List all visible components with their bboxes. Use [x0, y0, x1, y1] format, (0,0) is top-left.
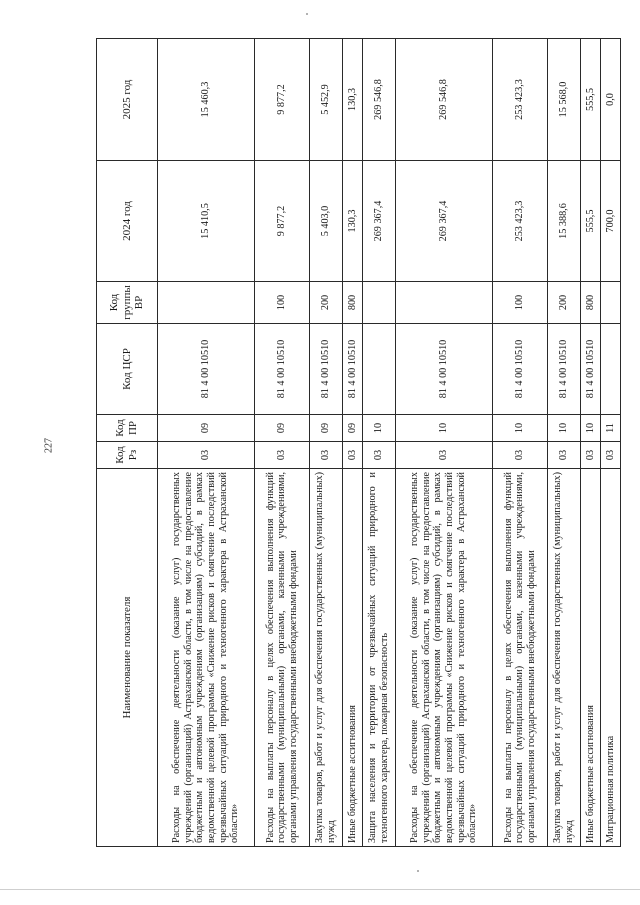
cell-2025: 269 546,8	[363, 39, 396, 161]
header-2024: 2024 год	[97, 161, 158, 282]
cell-2025: 253 423,3	[493, 39, 548, 161]
table-row	[310, 39, 343, 847]
cell-vr	[363, 282, 396, 324]
budget-table	[96, 38, 621, 847]
cell-vr: 200	[548, 282, 581, 324]
cell-vr	[396, 282, 493, 324]
cell-csr: 81 4 00 10510	[548, 324, 581, 415]
header-rz: Код Рз	[97, 442, 158, 469]
header-vr: Код группы ВР	[97, 282, 158, 324]
table-row	[548, 39, 581, 847]
header-csr: Код ЦСР	[97, 324, 158, 415]
scan-speck	[306, 13, 308, 15]
cell-rz: 03	[548, 442, 581, 469]
cell-name: Иные бюджетные ассигнования	[581, 469, 601, 847]
cell-name: Расходы на выплаты персоналу в целях обеспечения выполнения функций государственными (муниципальными) органами, казенными учреждениями, органами управления государственными внебюджетными фондами	[493, 469, 548, 847]
table-row	[343, 39, 363, 847]
cell-2025: 9 877,2	[255, 39, 310, 161]
cell-pr: 09	[255, 415, 310, 442]
cell-csr	[601, 324, 621, 415]
cell-2024: 269 367,4	[363, 161, 396, 282]
cell-2024: 130,3	[343, 161, 363, 282]
cell-vr: 800	[343, 282, 363, 324]
scan-edge-line	[0, 889, 640, 890]
cell-csr: 81 4 00 10510	[158, 324, 255, 415]
cell-2025: 0,0	[601, 39, 621, 161]
table-row	[601, 39, 621, 847]
cell-pr: 09	[310, 415, 343, 442]
cell-csr: 81 4 00 10510	[581, 324, 601, 415]
cell-pr: 09	[158, 415, 255, 442]
cell-2024: 253 423,3	[493, 161, 548, 282]
cell-csr: 81 4 00 10510	[255, 324, 310, 415]
table-row	[581, 39, 601, 847]
cell-pr: 10	[396, 415, 493, 442]
cell-rz: 03	[396, 442, 493, 469]
cell-rz: 03	[310, 442, 343, 469]
cell-name: Иные бюджетные ассигнования	[343, 469, 363, 847]
table-row	[363, 39, 396, 847]
cell-vr: 100	[493, 282, 548, 324]
table-row	[396, 39, 493, 847]
page-number: 227	[43, 438, 55, 453]
cell-name: Закупка товаров, работ и услуг для обеспечения государственных (муниципальных) нужд	[548, 469, 581, 847]
table-row	[158, 39, 255, 847]
cell-vr: 800	[581, 282, 601, 324]
cell-vr	[158, 282, 255, 324]
cell-2025: 130,3	[343, 39, 363, 161]
cell-2024: 555,5	[581, 161, 601, 282]
cell-2024: 15 410,5	[158, 161, 255, 282]
scan-speck	[417, 870, 419, 872]
cell-rz: 03	[363, 442, 396, 469]
cell-rz: 03	[158, 442, 255, 469]
cell-csr: 81 4 00 10510	[310, 324, 343, 415]
cell-name: Расходы на обеспечение деятельности (оказание услуг) государственных учреждений (организаций) Астраханской области, в том числе на предоставление бюджетным и автономным учреждениям (организациям) субсидий, в рамках ведомственной целевой программы «Снижение рисков и смягчение последствий чрезвычайных ситуаций природного и техногенного характера в Астраханской области»	[396, 469, 493, 847]
header-pr: Код ПР	[97, 415, 158, 442]
cell-rz: 03	[343, 442, 363, 469]
cell-vr: 100	[255, 282, 310, 324]
cell-2025: 15 568,0	[548, 39, 581, 161]
header-name: Наименование показателя	[97, 469, 158, 847]
cell-vr	[601, 282, 621, 324]
cell-rz: 03	[493, 442, 548, 469]
cell-2024: 700,0	[601, 161, 621, 282]
cell-2024: 15 388,6	[548, 161, 581, 282]
cell-name: Защита населения и территории от чрезвычайных ситуаций природного и техногенного характера, пожарная безопасность	[363, 469, 396, 847]
cell-pr: 09	[343, 415, 363, 442]
cell-2024: 9 877,2	[255, 161, 310, 282]
cell-2025: 5 452,9	[310, 39, 343, 161]
cell-pr: 10	[581, 415, 601, 442]
cell-name: Закупка товаров, работ и услуг для обеспечения государственных (муниципальных) нужд	[310, 469, 343, 847]
cell-2025: 15 460,3	[158, 39, 255, 161]
cell-2024: 269 367,4	[396, 161, 493, 282]
cell-csr: 81 4 00 10510	[396, 324, 493, 415]
cell-rz: 03	[601, 442, 621, 469]
cell-rz: 03	[255, 442, 310, 469]
cell-name: Расходы на обеспечение деятельности (оказание услуг) государственных учреждений (организаций) Астраханской области, в том числе на предоставление бюджетным и автономным учреждениям (организациям) субсидий, в рамках ведомственной целевой программы «Снижение рисков и смягчение последствий чрезвычайных ситуаций природного и техногенного характера в Астраханской области»	[158, 469, 255, 847]
table-row	[255, 39, 310, 847]
cell-pr: 10	[548, 415, 581, 442]
cell-2025: 269 546,8	[396, 39, 493, 161]
cell-rz: 03	[581, 442, 601, 469]
rotated-document	[96, 39, 616, 847]
cell-2025: 555,5	[581, 39, 601, 161]
cell-csr	[363, 324, 396, 415]
cell-pr: 10	[363, 415, 396, 442]
table-row	[493, 39, 548, 847]
cell-pr: 10	[493, 415, 548, 442]
cell-name: Миграционная политика	[601, 469, 621, 847]
cell-csr: 81 4 00 10510	[493, 324, 548, 415]
cell-csr: 81 4 00 10510	[343, 324, 363, 415]
table-header-row	[97, 39, 158, 847]
cell-vr: 200	[310, 282, 343, 324]
cell-2024: 5 403,0	[310, 161, 343, 282]
cell-pr: 11	[601, 415, 621, 442]
cell-name: Расходы на выплаты персоналу в целях обеспечения выполнения функций государственными (муниципальными) органами, казенными учреждениями, органами управления государственными внебюджетными фондами	[255, 469, 310, 847]
header-2025: 2025 год	[97, 39, 158, 161]
